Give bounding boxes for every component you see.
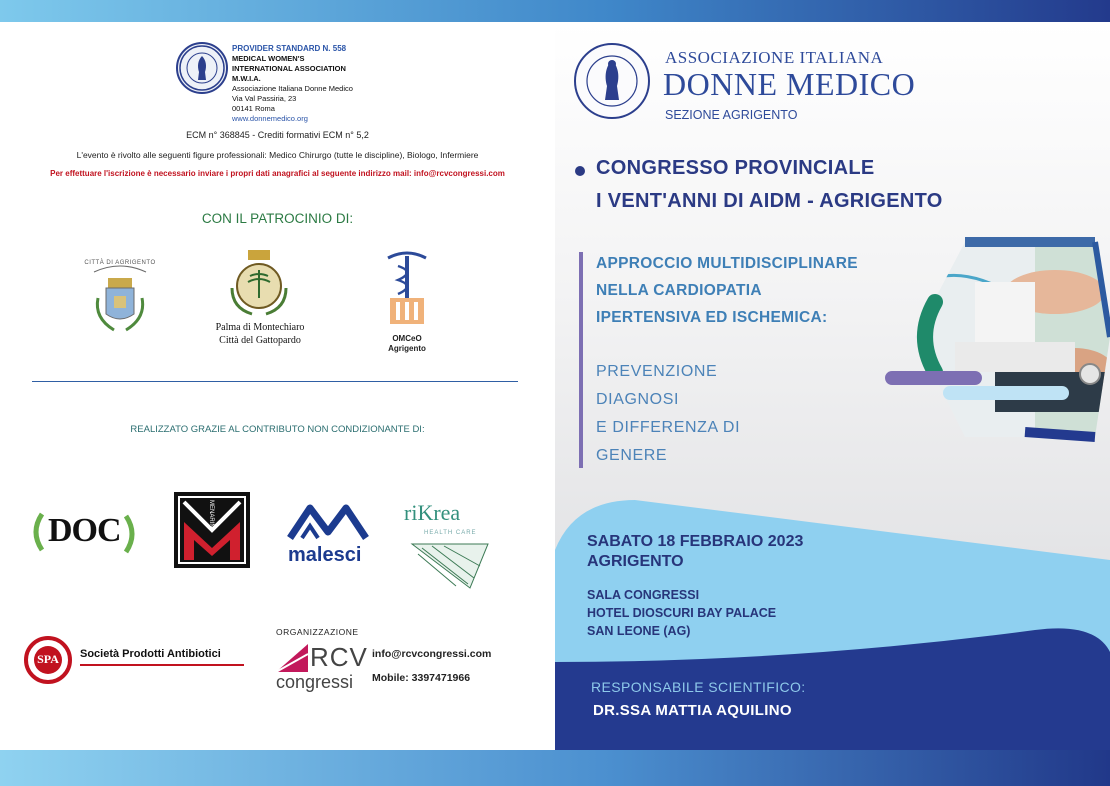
responsabile-label: RESPONSABILE SCIENTIFICO: — [591, 679, 806, 695]
provider-title: PROVIDER STANDARD N. 558 — [232, 44, 347, 53]
seal-icon — [573, 42, 651, 120]
doc-logo — [28, 510, 140, 556]
aidm-title-line1: ASSOCIAZIONE ITALIANA — [665, 48, 884, 67]
agrigento-crest-logo — [84, 258, 156, 338]
rcv-mark-icon — [276, 644, 308, 672]
rcv-wordmark: RCV — [310, 642, 368, 672]
seal-icon — [178, 44, 226, 92]
aidm-title-line2: DONNE MEDICO — [663, 66, 916, 102]
right-panel — [555, 22, 1110, 750]
spa-logo — [24, 636, 72, 684]
palma-caption-line1: Palma di Montechiaro — [215, 322, 305, 333]
ecm-credits: ECM n° 368845 - Crediti formativi ECM n° 5,2 — [186, 130, 369, 140]
target-professions: L'evento è rivolto alle seguenti figure professionali: Medico Chirurgo (tutte le discipline), Biologo, Infermiere — [76, 150, 479, 160]
provider-line: INTERNATIONAL ASSOCIATION — [232, 64, 346, 73]
venue-line: SALA CONGRESSI — [587, 588, 700, 602]
rcv-logo — [276, 642, 368, 694]
provider-line: MEDICAL WOMEN'S — [232, 54, 305, 63]
event-info — [587, 532, 803, 572]
rcv-email[interactable]: info@rcvcongressi.com — [372, 648, 492, 660]
top-gradient-band — [0, 0, 1110, 22]
topic-items — [596, 358, 740, 470]
topic-title-line: NELLA CARDIOPATIA — [596, 282, 762, 299]
malesci-mark-icon — [284, 500, 372, 544]
topic-item: DIAGNOSI — [596, 391, 680, 408]
doc-wordmark: DOC — [48, 512, 121, 549]
topic-title-line: APPROCCIO MULTIDISCIPLINARE — [596, 255, 858, 272]
crest-icon — [84, 258, 156, 338]
spa-underline — [80, 664, 244, 666]
congressi-wordmark: congressi — [276, 672, 354, 692]
caduceus-icon — [378, 248, 436, 332]
topic-item: E DIFFERENZA DI — [596, 419, 741, 436]
decor-bar-blue — [943, 386, 1069, 400]
provider-website-link[interactable]: www.donnemedico.org — [232, 114, 308, 123]
topic-item: PREVENZIONE — [596, 363, 718, 380]
bottom-gradient-band — [0, 750, 1110, 786]
provider-line: M.W.I.A. — [232, 74, 261, 83]
congress-title-line2: I VENT'ANNI DI AIDM - AGRIGENTO — [596, 190, 943, 212]
topic-item: GENERE — [596, 447, 668, 464]
blood-pressure-photo — [895, 222, 1110, 452]
event-city: AGRIGENTO — [587, 553, 684, 570]
palma-caption-line2: Città del Gattopardo — [219, 335, 301, 346]
rikrea-subtitle: HEALTH CARE — [424, 530, 477, 536]
aidm-title-line3: SEZIONE AGRIGENTO — [665, 108, 798, 122]
rikrea-logo — [404, 500, 500, 594]
provider-line: Associazione Italiana Donne Medico — [232, 84, 353, 93]
event-venue — [587, 586, 776, 640]
malesci-wordmark: malesci — [288, 544, 362, 566]
omceo-caption-line2: Agrigento — [388, 344, 426, 353]
organizzazione-label: ORGANIZZAZIONE — [276, 627, 359, 637]
topic-accent-bar — [579, 252, 583, 468]
spa-name: Società Prodotti Antibiotici — [80, 648, 221, 660]
spa-mark: SPA — [37, 652, 59, 666]
registration-note: Per effettuare l'iscrizione è necessario inviare i propri dati anagrafici al seguente indirizzo mail: info@rcvcongressi.com — [50, 169, 505, 178]
leaf-pattern-icon — [410, 540, 490, 590]
menarini-wordmark: MENARINI — [208, 500, 214, 530]
topic-title — [596, 250, 858, 331]
divider-line — [32, 381, 518, 382]
provider-line: 00141 Roma — [232, 104, 275, 113]
agrigento-crest-text: CITTÀ DI AGRIGENTO — [84, 260, 156, 266]
aidm-seal-logo-large — [573, 42, 651, 120]
responsabile-name: DR.SSA MATTIA AQUILINO — [593, 702, 792, 719]
aidm-seal-logo — [176, 42, 228, 94]
palma-crest-logo — [226, 248, 292, 318]
topic-title-line: IPERTENSIVA ED ISCHEMICA: — [596, 309, 828, 326]
event-date: SABATO 18 FEBBRAIO 2023 — [587, 533, 804, 550]
omceo-caption-line1: OMCeO — [392, 334, 422, 343]
rikrea-wordmark: riKrea — [404, 500, 461, 525]
venue-line: SAN LEONE (AG) — [587, 624, 691, 638]
crest-icon — [226, 248, 292, 318]
patrocinio-heading: CON IL PATROCINIO DI: — [201, 211, 354, 226]
bullet-dot — [575, 166, 585, 176]
decor-bar-purple — [885, 371, 982, 385]
rcv-mobile: Mobile: 3397471966 — [372, 672, 471, 684]
omceo-logo — [378, 248, 436, 332]
venue-line: HOTEL DIOSCURI BAY PALACE — [587, 606, 777, 620]
sponsors-heading: REALIZZATO GRAZIE AL CONTRIBUTO NON CONDIZIONANTE DI: — [130, 424, 425, 435]
menarini-logo — [174, 492, 250, 568]
malesci-logo — [284, 500, 372, 570]
provider-details — [232, 54, 353, 123]
congress-title-line1: CONGRESSO PROVINCIALE — [596, 157, 875, 179]
provider-line: Via Val Passiria, 23 — [232, 94, 297, 103]
left-panel — [0, 22, 555, 750]
